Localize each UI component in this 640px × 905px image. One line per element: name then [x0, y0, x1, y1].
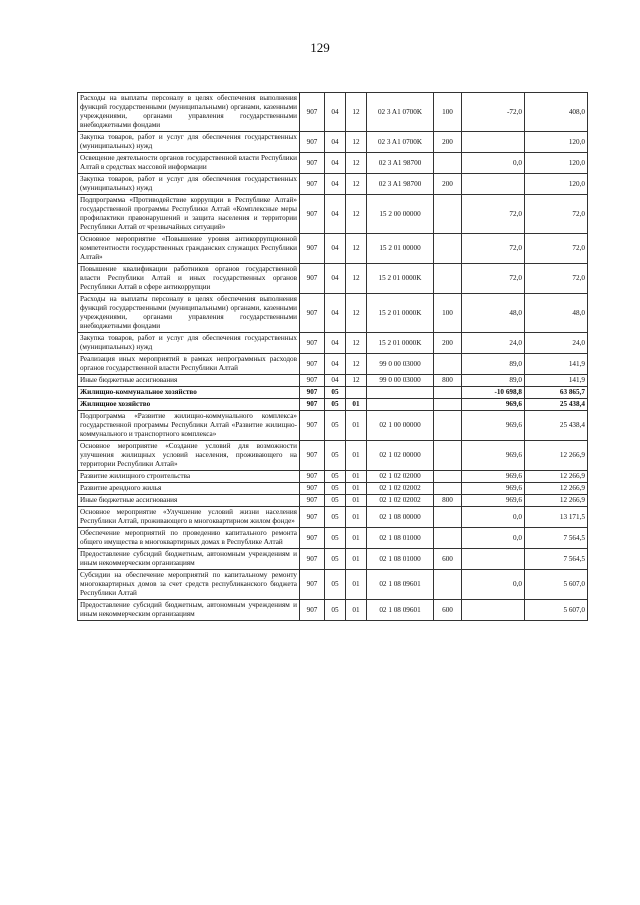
expense-type-code — [434, 570, 462, 600]
expense-type-code: 800 — [434, 375, 462, 387]
change-amount: 969,6 — [462, 399, 525, 411]
target-article-code: 02 1 02 02000 — [367, 471, 434, 483]
total-amount: 120,0 — [525, 132, 588, 153]
subsection-code: 12 — [346, 234, 367, 264]
item-name: Обеспечение мероприятий по проведению капитального ремонта общего имущества в многоквартирных домах в Республике Алтай — [78, 528, 300, 549]
section-code: 05 — [325, 399, 346, 411]
table-row — [78, 600, 588, 621]
subsection-code: 12 — [346, 174, 367, 195]
subsection-code: 12 — [346, 375, 367, 387]
item-name: Расходы на выплаты персоналу в целях обеспечения выполнения функций государственными (муниципальными) органами, казенными учреждениями, органами управления государственными внебюджетными фондами — [78, 93, 300, 132]
item-name: Иные бюджетные ассигнования — [78, 375, 300, 387]
expense-type-code — [434, 234, 462, 264]
grbs-code: 907 — [300, 399, 325, 411]
target-article-code: 02 1 08 00000 — [367, 507, 434, 528]
change-amount: -72,0 — [462, 93, 525, 132]
target-article-code: 15 2 00 00000 — [367, 195, 434, 234]
target-article-code: 02 3 A1 0700K — [367, 132, 434, 153]
section-code: 05 — [325, 570, 346, 600]
subsection-code: 01 — [346, 411, 367, 441]
section-code: 05 — [325, 549, 346, 570]
change-amount: 72,0 — [462, 195, 525, 234]
change-amount: 72,0 — [462, 234, 525, 264]
subsection-code: 12 — [346, 294, 367, 333]
expense-type-code: 100 — [434, 294, 462, 333]
item-name: Освещение деятельности органов государственной власти Республики Алтай в средствах массовой информации — [78, 153, 300, 174]
total-amount: 24,0 — [525, 333, 588, 354]
item-name: Реализация иных мероприятий в рамках непрограммных расходов органов государственной власти Республики Алтай — [78, 354, 300, 375]
grbs-code: 907 — [300, 153, 325, 174]
subsection-code: 01 — [346, 471, 367, 483]
total-amount: 72,0 — [525, 195, 588, 234]
target-article-code: 02 1 02 00000 — [367, 441, 434, 471]
table-row — [78, 411, 588, 441]
total-amount: 72,0 — [525, 234, 588, 264]
change-amount: 0,0 — [462, 528, 525, 549]
expense-type-code — [434, 195, 462, 234]
item-name: Предоставление субсидий бюджетным, автономным учреждениям и иным некоммерческим организациям — [78, 600, 300, 621]
section-code: 05 — [325, 600, 346, 621]
expense-type-code: 100 — [434, 93, 462, 132]
change-amount — [462, 549, 525, 570]
change-amount: 72,0 — [462, 264, 525, 294]
grbs-code: 907 — [300, 570, 325, 600]
target-article-code — [367, 399, 434, 411]
table-row — [78, 441, 588, 471]
item-name: Основное мероприятие «Повышение уровня антикоррупционной компетентности государственных гражданских служащих Республики Алтай» — [78, 234, 300, 264]
subsection-code: 01 — [346, 495, 367, 507]
total-amount: 7 564,5 — [525, 528, 588, 549]
section-code: 04 — [325, 333, 346, 354]
total-amount: 48,0 — [525, 294, 588, 333]
grbs-code: 907 — [300, 411, 325, 441]
table-row — [78, 399, 588, 411]
change-amount: 969,6 — [462, 495, 525, 507]
total-amount: 5 607,0 — [525, 570, 588, 600]
target-article-code: 02 1 08 09601 — [367, 600, 434, 621]
change-amount — [462, 132, 525, 153]
table-row — [78, 294, 588, 333]
subsection-code: 12 — [346, 132, 367, 153]
total-amount: 408,0 — [525, 93, 588, 132]
subsection-code: 01 — [346, 441, 367, 471]
item-name: Закупка товаров, работ и услуг для обеспечения государственных (муниципальных) нужд — [78, 333, 300, 354]
total-amount: 25 438,4 — [525, 411, 588, 441]
item-name: Развитие жилищного строительства — [78, 471, 300, 483]
expense-type-code — [434, 399, 462, 411]
grbs-code: 907 — [300, 528, 325, 549]
item-name: Закупка товаров, работ и услуг для обеспечения государственных (муниципальных) нужд — [78, 174, 300, 195]
change-amount: 24,0 — [462, 333, 525, 354]
item-name: Основное мероприятие «Создание условий для возможности улучшения жилищных условий населения, проживающего на территории Республики Алтай» — [78, 441, 300, 471]
total-amount: 25 438,4 — [525, 399, 588, 411]
expense-type-code — [434, 507, 462, 528]
grbs-code: 907 — [300, 441, 325, 471]
table-row — [78, 483, 588, 495]
target-article-code: 02 1 02 02002 — [367, 495, 434, 507]
grbs-code: 907 — [300, 294, 325, 333]
section-code: 05 — [325, 495, 346, 507]
table-row — [78, 195, 588, 234]
total-amount: 141,9 — [525, 354, 588, 375]
subsection-code: 12 — [346, 354, 367, 375]
item-name: Предоставление субсидий бюджетным, автономным учреждениям и иным некоммерческим организациям — [78, 549, 300, 570]
subsection-code: 12 — [346, 153, 367, 174]
target-article-code: 15 2 01 00000 — [367, 234, 434, 264]
table-row — [78, 495, 588, 507]
section-code: 04 — [325, 354, 346, 375]
change-amount: -10 698,8 — [462, 387, 525, 399]
grbs-code: 907 — [300, 600, 325, 621]
table-row — [78, 174, 588, 195]
target-article-code: 02 3 A1 98700 — [367, 174, 434, 195]
subsection-code: 12 — [346, 93, 367, 132]
total-amount: 63 865,7 — [525, 387, 588, 399]
target-article-code: 02 1 08 01000 — [367, 549, 434, 570]
expense-type-code — [434, 264, 462, 294]
expense-type-code — [434, 483, 462, 495]
item-name: Субсидии на обеспечение мероприятий по капитальному ремонту многоквартирных домов за счет средств республиканского бюджета Республики Алтай — [78, 570, 300, 600]
total-amount: 72,0 — [525, 264, 588, 294]
grbs-code: 907 — [300, 93, 325, 132]
grbs-code: 907 — [300, 495, 325, 507]
table-row — [78, 570, 588, 600]
expense-type-code: 200 — [434, 333, 462, 354]
table-row — [78, 471, 588, 483]
expense-type-code — [434, 411, 462, 441]
total-amount: 12 266,9 — [525, 441, 588, 471]
expense-type-code — [434, 441, 462, 471]
item-name: Развитие арендного жилья — [78, 483, 300, 495]
table-row — [78, 387, 588, 399]
table-row — [78, 132, 588, 153]
total-amount: 12 266,9 — [525, 471, 588, 483]
target-article-code: 02 3 A1 98700 — [367, 153, 434, 174]
subsection-code — [346, 387, 367, 399]
section-code: 05 — [325, 387, 346, 399]
subsection-code: 01 — [346, 528, 367, 549]
item-name: Основное мероприятие «Улучшение условий жизни населения Республики Алтай, проживающего в многоквартирном жилом фонде» — [78, 507, 300, 528]
expense-type-code: 800 — [434, 495, 462, 507]
target-article-code: 15 2 01 0000K — [367, 294, 434, 333]
table-row — [78, 333, 588, 354]
table-row — [78, 264, 588, 294]
target-article-code: 02 1 02 02002 — [367, 483, 434, 495]
table-row — [78, 375, 588, 387]
change-amount: 89,0 — [462, 354, 525, 375]
section-code: 04 — [325, 375, 346, 387]
item-name: Жилищное хозяйство — [78, 399, 300, 411]
target-article-code: 02 1 08 01000 — [367, 528, 434, 549]
change-amount: 969,6 — [462, 441, 525, 471]
target-article-code: 15 2 01 0000K — [367, 333, 434, 354]
change-amount — [462, 174, 525, 195]
total-amount: 12 266,9 — [525, 495, 588, 507]
total-amount: 13 171,5 — [525, 507, 588, 528]
target-article-code: 99 0 00 03000 — [367, 375, 434, 387]
grbs-code: 907 — [300, 354, 325, 375]
grbs-code: 907 — [300, 471, 325, 483]
expense-type-code: 600 — [434, 600, 462, 621]
expense-type-code — [434, 153, 462, 174]
item-name: Подпрограмма «Противодействие коррупции в Республике Алтай» государственной программы Республики Алтай «Комплексные меры профилактики правонарушений и защита населения и территории Республики Алтай от чрезвычайных ситуаций» — [78, 195, 300, 234]
change-amount: 0,0 — [462, 153, 525, 174]
section-code: 04 — [325, 93, 346, 132]
target-article-code: 99 0 00 03000 — [367, 354, 434, 375]
change-amount: 0,0 — [462, 570, 525, 600]
section-code: 05 — [325, 528, 346, 549]
item-name: Иные бюджетные ассигнования — [78, 495, 300, 507]
grbs-code: 907 — [300, 195, 325, 234]
table-row — [78, 528, 588, 549]
grbs-code: 907 — [300, 234, 325, 264]
section-code: 05 — [325, 483, 346, 495]
item-name: Жилищно-коммунальное хозяйство — [78, 387, 300, 399]
section-code: 05 — [325, 441, 346, 471]
target-article-code: 02 1 08 09601 — [367, 570, 434, 600]
grbs-code: 907 — [300, 387, 325, 399]
subsection-code: 12 — [346, 333, 367, 354]
table-row — [78, 507, 588, 528]
grbs-code: 907 — [300, 549, 325, 570]
table-row — [78, 153, 588, 174]
section-code: 05 — [325, 411, 346, 441]
subsection-code: 12 — [346, 264, 367, 294]
grbs-code: 907 — [300, 483, 325, 495]
total-amount: 120,0 — [525, 174, 588, 195]
total-amount: 141,9 — [525, 375, 588, 387]
section-code: 04 — [325, 174, 346, 195]
section-code: 04 — [325, 195, 346, 234]
grbs-code: 907 — [300, 132, 325, 153]
expense-type-code — [434, 387, 462, 399]
subsection-code: 01 — [346, 507, 367, 528]
section-code: 05 — [325, 507, 346, 528]
grbs-code: 907 — [300, 264, 325, 294]
grbs-code: 907 — [300, 375, 325, 387]
expense-type-code — [434, 528, 462, 549]
subsection-code: 12 — [346, 195, 367, 234]
budget-table-body — [78, 93, 588, 621]
expense-type-code — [434, 354, 462, 375]
target-article-code: 02 1 00 00000 — [367, 411, 434, 441]
total-amount: 5 607,0 — [525, 600, 588, 621]
table-row — [78, 549, 588, 570]
table-row — [78, 354, 588, 375]
subsection-code: 01 — [346, 483, 367, 495]
target-article-code: 02 3 A1 0700K — [367, 93, 434, 132]
total-amount: 7 564,5 — [525, 549, 588, 570]
change-amount: 969,6 — [462, 483, 525, 495]
subsection-code: 01 — [346, 549, 367, 570]
subsection-code: 01 — [346, 399, 367, 411]
table-row — [78, 234, 588, 264]
section-code: 04 — [325, 234, 346, 264]
change-amount: 89,0 — [462, 375, 525, 387]
page-number: 129 — [310, 40, 330, 55]
section-code: 05 — [325, 471, 346, 483]
change-amount: 969,6 — [462, 471, 525, 483]
section-code: 04 — [325, 294, 346, 333]
change-amount: 969,6 — [462, 411, 525, 441]
expense-type-code: 200 — [434, 132, 462, 153]
change-amount: 0,0 — [462, 507, 525, 528]
change-amount — [462, 600, 525, 621]
item-name: Расходы на выплаты персоналу в целях обеспечения выполнения функций государственными (муниципальными) органами, казенными учреждениями, органами управления государственными внебюджетными фондами — [78, 294, 300, 333]
change-amount: 48,0 — [462, 294, 525, 333]
subsection-code: 01 — [346, 570, 367, 600]
section-code: 04 — [325, 264, 346, 294]
expense-type-code — [434, 471, 462, 483]
item-name: Закупка товаров, работ и услуг для обеспечения государственных (муниципальных) нужд — [78, 132, 300, 153]
subsection-code: 01 — [346, 600, 367, 621]
grbs-code: 907 — [300, 174, 325, 195]
item-name: Повышение квалификации работников органов государственной власти Республики Алтай и иных государственных органов Республики Алтай в сфере антикоррупции — [78, 264, 300, 294]
target-article-code: 15 2 01 0000K — [367, 264, 434, 294]
expense-type-code: 200 — [434, 174, 462, 195]
item-name: Подпрограмма «Развитие жилищно-коммунального комплекса» государственной программы Республики Алтай «Развитие жилищно-коммунального и транспортного комплекса» — [78, 411, 300, 441]
table-row — [78, 93, 588, 132]
expense-type-code: 600 — [434, 549, 462, 570]
grbs-code: 907 — [300, 333, 325, 354]
section-code: 04 — [325, 132, 346, 153]
budget-table — [77, 92, 588, 621]
total-amount: 12 266,9 — [525, 483, 588, 495]
total-amount: 120,0 — [525, 153, 588, 174]
grbs-code: 907 — [300, 507, 325, 528]
target-article-code — [367, 387, 434, 399]
section-code: 04 — [325, 153, 346, 174]
